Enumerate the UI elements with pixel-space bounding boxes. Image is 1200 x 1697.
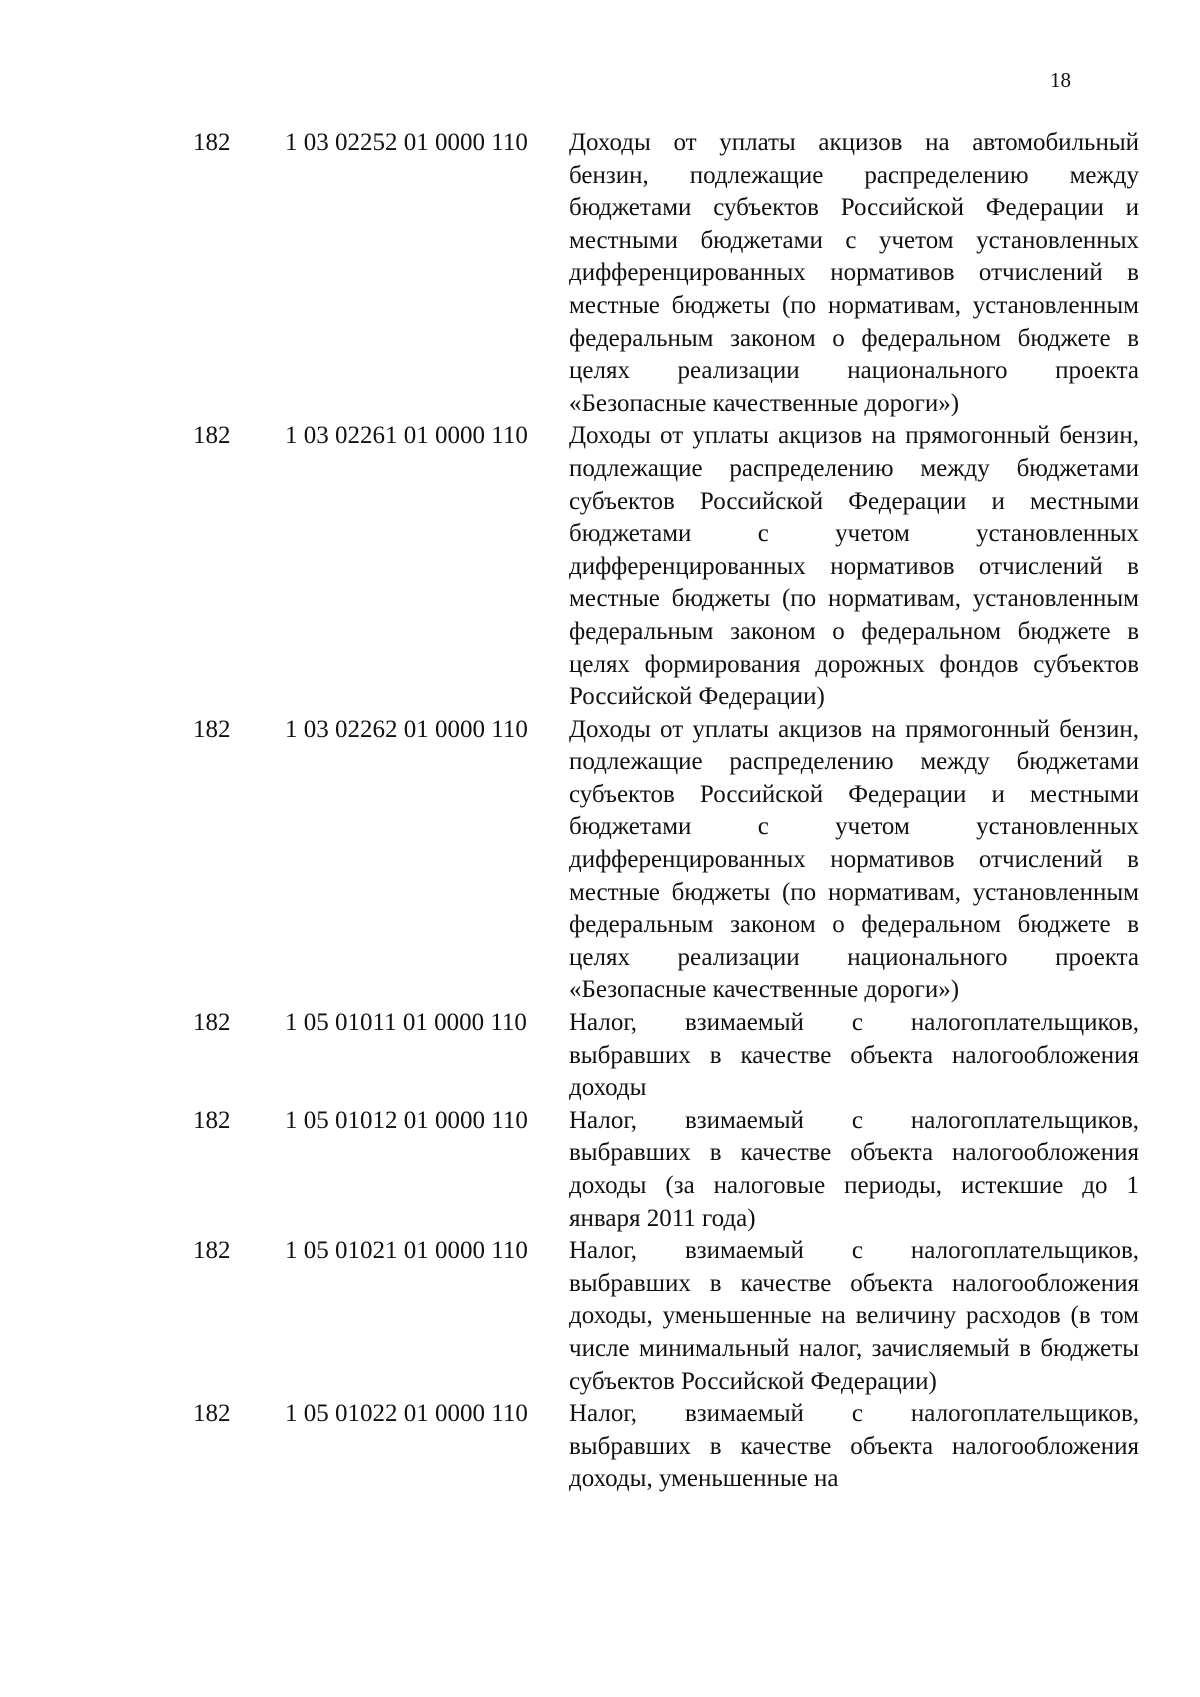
kbk-code-cell: 1 03 02252 01 0000 110 — [285, 129, 528, 156]
table-row — [193, 420, 1153, 713]
revenue-name-cell: Налог, взимаемый с налогоплательщиков, выбравших в качестве объекта налогообложения доходы — [569, 1009, 1139, 1102]
revenue-name-cell: Доходы от уплаты акцизов на прямогонный бензин, подлежащие распределению между бюджетами субъектов Российской Федерации и местными бюджетами с учетом установленных дифференцированных нормативов отчислений в местные бюджеты (по нормативам, установленным федеральным законом о федеральном бюджете в целях формирования дорожных фондов субъектов Российской Федерации) — [569, 422, 1139, 711]
table-row — [193, 1007, 1153, 1105]
admin-code-cell: 182 — [193, 1106, 231, 1134]
revenue-name-cell: Налог, взимаемый с налогоплательщиков, выбравших в качестве объекта налогообложения доходы, уменьшенные на — [569, 1400, 1139, 1493]
revenue-name-cell: Доходы от уплаты акцизов на прямогонный бензин, подлежащие распределению между бюджетами субъектов Российской Федерации и местными бюджетами с учетом установленных дифференцированных нормативов отчислений в местные бюджеты (по нормативам, установленным федеральным законом о федеральном бюджете в целях реализации национального проекта «Безопасные качественные дороги») — [569, 715, 1139, 1004]
admin-code-cell: 182 — [193, 1009, 231, 1037]
table-row — [193, 127, 1153, 420]
admin-code-cell: 182 — [193, 715, 231, 743]
table-row — [193, 1398, 1153, 1496]
revenue-name-cell: Налог, взимаемый с налогоплательщиков, выбравших в качестве объекта налогообложения доходы, уменьшенные на величину расходов (в том числе минимальный налог, зачисляемый в бюджеты субъектов Российской Федерации) — [569, 1237, 1139, 1395]
table-row — [193, 1235, 1153, 1398]
revenue-name-cell: Доходы от уплаты акцизов на автомобильный бензин, подлежащие распределению между бюджетами субъектов Российской Федерации и местными бюджетами с учетом установленных дифференцированных нормативов отчислений в местные бюджеты (по нормативам, установленным федеральным законом о федеральном бюджете в целях реализации национального проекта «Безопасные качественные дороги») — [569, 129, 1139, 417]
table-row — [193, 1105, 1153, 1235]
kbk-code-cell: 1 03 02262 01 0000 110 — [285, 715, 528, 743]
kbk-code-cell: 1 05 01011 01 0000 110 — [285, 1009, 527, 1037]
kbk-code-cell: 1 05 01021 01 0000 110 — [285, 1237, 528, 1265]
admin-code-cell: 182 — [193, 1400, 231, 1428]
kbk-code-cell: 1 03 02261 01 0000 110 — [285, 422, 528, 450]
kbk-code-cell: 1 05 01012 01 0000 110 — [285, 1106, 528, 1134]
revenue-name-cell: Налог, взимаемый с налогоплательщиков, выбравших в качестве объекта налогообложения доходы (за налоговые периоды, истекшие до 1 января 2011 года) — [569, 1106, 1139, 1232]
table-row — [193, 714, 1153, 1007]
kbk-code-cell: 1 05 01022 01 0000 110 — [285, 1400, 528, 1428]
revenue-codes-table — [193, 127, 1153, 1496]
page-number: 18 — [1050, 68, 1071, 92]
admin-code-cell: 182 — [193, 422, 231, 450]
admin-code-cell: 182 — [193, 129, 231, 156]
admin-code-cell: 182 — [193, 1237, 231, 1265]
